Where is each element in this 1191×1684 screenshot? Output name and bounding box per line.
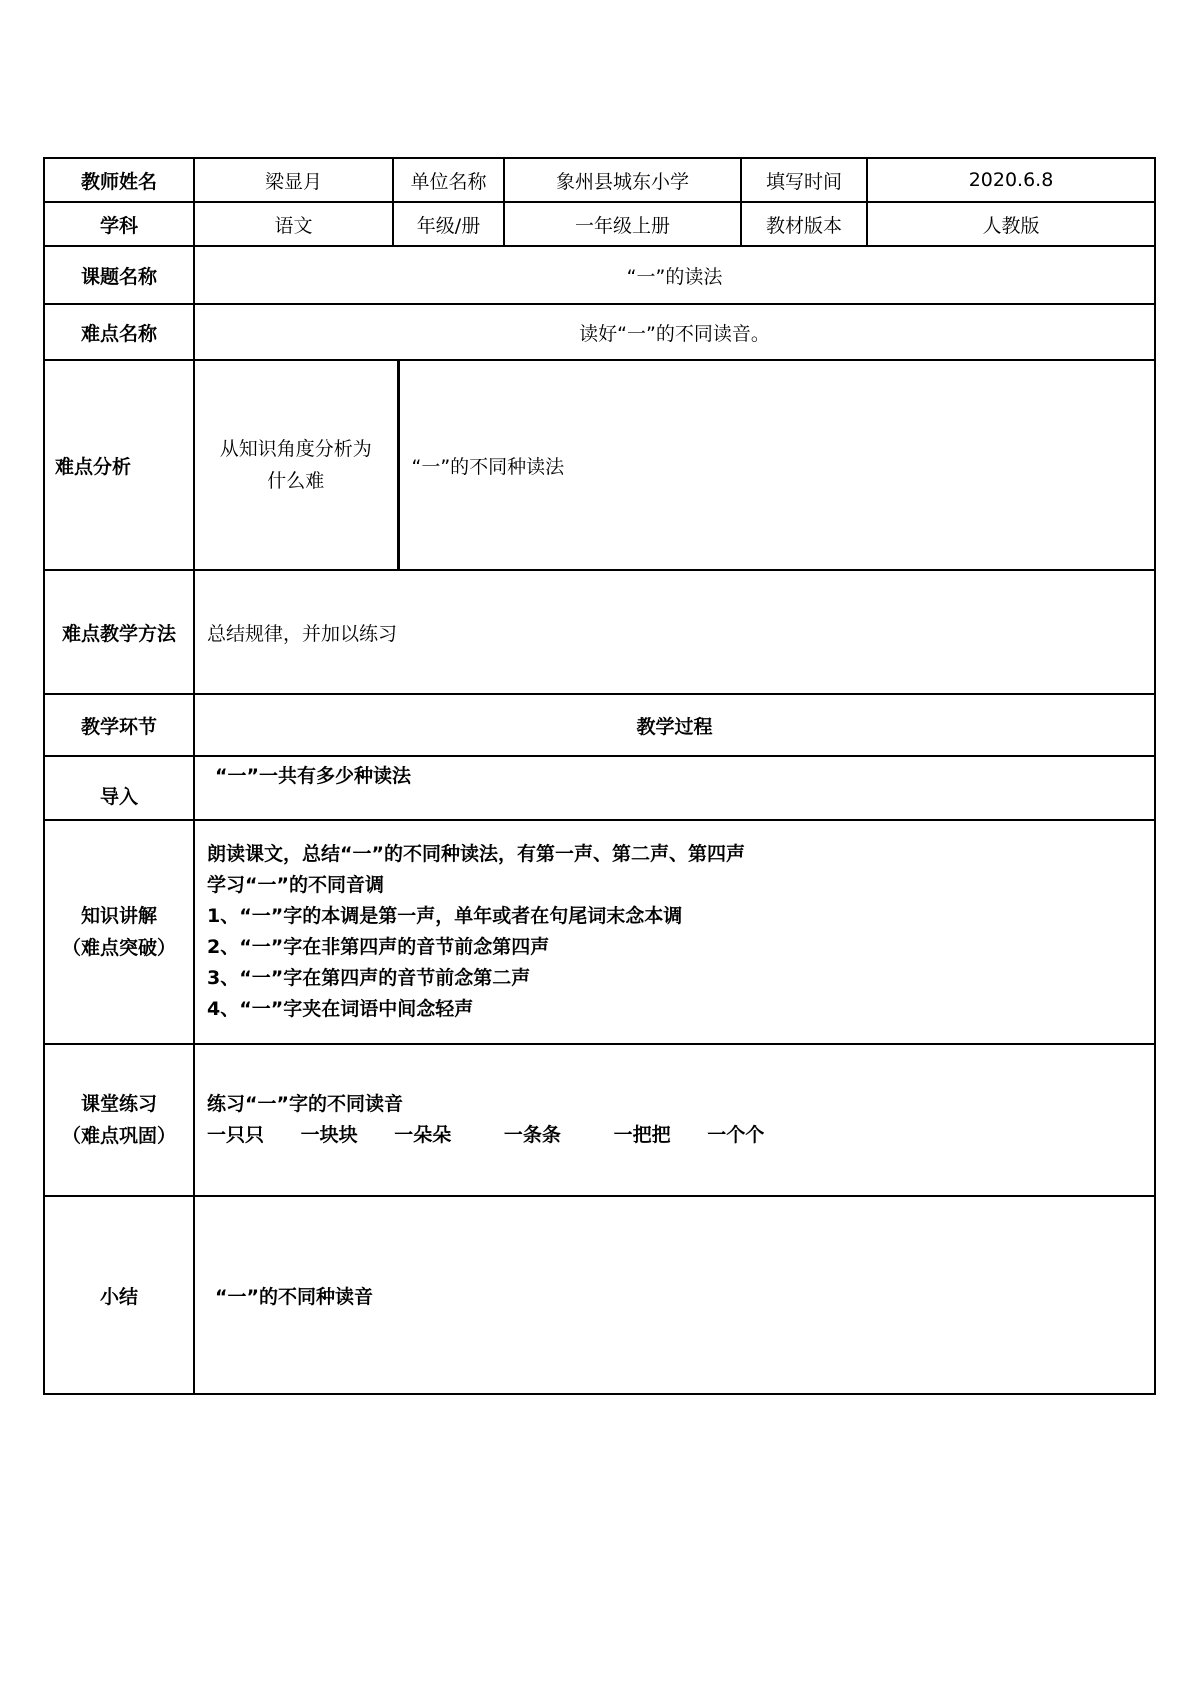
lesson-plan-sheet [43, 157, 1154, 1395]
subject-label: 学科 [44, 202, 194, 246]
difficulty-row [44, 304, 1155, 360]
fill-date-value: 2020.6.8 [867, 158, 1155, 202]
analysis-inner-table [195, 361, 1154, 569]
explanation-row [44, 820, 1155, 1044]
topic-value: “一”的读法 [194, 246, 1155, 304]
grade-label: 年级/册 [393, 202, 504, 246]
practice-content [194, 1044, 1155, 1196]
method-value: 总结规律，并加以练习 [194, 570, 1155, 694]
summary-value: “一”的不同种读音 [194, 1196, 1155, 1394]
practice-label [44, 1044, 194, 1196]
practice-label-line2: （难点巩固） [61, 1125, 176, 1147]
practice-item: 一个个 [707, 1124, 765, 1146]
process-header-row [44, 694, 1155, 756]
explanation-content [194, 820, 1155, 1044]
practice-item: 一只只 [207, 1124, 265, 1146]
explanation-line-1: 朗读课文，总结“一”的不同种读法，有第一声、第二声、第四声 [207, 843, 745, 865]
intro-label: 导入 [44, 756, 194, 820]
teacher-name-value: 梁显月 [194, 158, 393, 202]
edition-label: 教材版本 [741, 202, 867, 246]
practice-item: 一条条 [503, 1124, 561, 1146]
analysis-row [44, 360, 1155, 570]
practice-item: 一把把 [613, 1124, 671, 1146]
fill-date-label: 填写时间 [741, 158, 867, 202]
explanation-label-line2: （难点突破） [61, 937, 176, 959]
explanation-label-line1: 知识讲解 [80, 905, 157, 927]
practice-item: 一块块 [300, 1124, 358, 1146]
unit-name-value: 象州县城东小学 [504, 158, 741, 202]
intro-value: “一”一共有多少种读法 [194, 756, 1155, 820]
process-content-header: 教学过程 [194, 694, 1155, 756]
topic-row [44, 246, 1155, 304]
explanation-label [44, 820, 194, 1044]
method-row [44, 570, 1155, 694]
explanation-line-5: 3、“一”字在第四声的音节前念第二声 [207, 967, 531, 989]
explanation-line-2: 学习“一”的不同音调 [207, 874, 384, 896]
unit-name-label: 单位名称 [393, 158, 504, 202]
intro-row [44, 756, 1155, 820]
edition-value: 人教版 [867, 202, 1155, 246]
difficulty-value: 读好“一”的不同读音。 [194, 304, 1155, 360]
method-label: 难点教学方法 [44, 570, 194, 694]
explanation-line-3: 1、“一”字的本调是第一声，单年或者在句尾词末念本调 [207, 905, 683, 927]
explanation-line-4: 2、“一”字在非第四声的音节前念第四声 [207, 936, 550, 958]
practice-label-line1: 课堂练习 [80, 1093, 157, 1115]
summary-label: 小结 [44, 1196, 194, 1394]
analysis-sub-label-line2: 什么难 [267, 470, 325, 492]
topic-label: 课题名称 [44, 246, 194, 304]
practice-items [207, 1120, 1154, 1151]
subject-value: 语文 [194, 202, 393, 246]
lesson-plan-table [43, 157, 1156, 1395]
practice-row [44, 1044, 1155, 1196]
analysis-value: “一”的不同种读法 [411, 455, 565, 478]
analysis-sub-label-line1: 从知识角度分析为 [219, 438, 372, 460]
practice-title: 练习“一”字的不同读音 [207, 1093, 403, 1115]
practice-item: 一朵朵 [394, 1124, 452, 1146]
analysis-label: 难点分析 [44, 360, 194, 570]
info-row-2 [44, 202, 1155, 246]
process-step-label: 教学环节 [44, 694, 194, 756]
summary-row [44, 1196, 1155, 1394]
difficulty-label: 难点名称 [44, 304, 194, 360]
explanation-line-6: 4、“一”字夹在词语中间念轻声 [207, 998, 474, 1020]
analysis-sub-label [195, 361, 398, 569]
grade-value: 一年级上册 [504, 202, 741, 246]
info-row-1 [44, 158, 1155, 202]
teacher-name-label: 教师姓名 [44, 158, 194, 202]
